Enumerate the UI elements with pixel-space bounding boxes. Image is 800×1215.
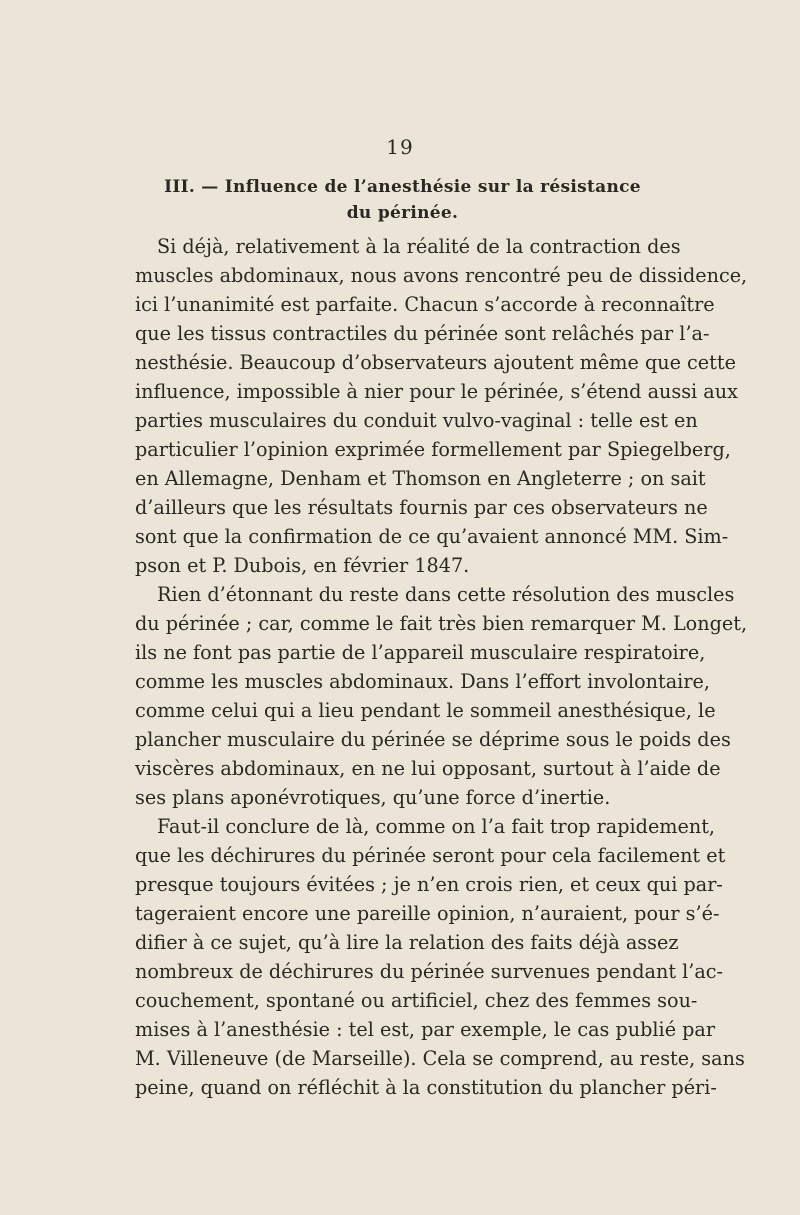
body-text <box>135 232 748 1102</box>
section-heading-line-2: du périnée. <box>346 203 459 223</box>
text-line: ses plans aponévrotiques, qu’une force d’inertie. <box>135 786 611 809</box>
text-line: Rien d’étonnant du reste dans cette résolution des muscles <box>157 583 735 606</box>
text-line: plancher musculaire du périnée se déprime sous le poids des <box>135 728 731 751</box>
text-line: Faut-il conclure de là, comme on l’a fait trop rapidement, <box>157 815 716 838</box>
text-line: d’ailleurs que les résultats fournis par ces observateurs ne <box>135 496 708 519</box>
text-line: sont que la confirmation de ce qu’avaient annoncé MM. Sim- <box>135 525 729 548</box>
text-line: en Allemagne, Denham et Thomson en Angleterre ; on sait <box>135 467 706 490</box>
text-line: Si déjà, relativement à la réalité de la contraction des <box>157 235 681 258</box>
text-line: peine, quand on réfléchit à la constitution du plancher péri- <box>135 1076 717 1099</box>
text-line: ils ne font pas partie de l’appareil musculaire respiratoire, <box>135 641 706 664</box>
text-line: influence, impossible à nier pour le périnée, s’étend aussi aux <box>135 380 738 403</box>
text-line: presque toujours évitées ; je n’en crois rien, et ceux qui par- <box>135 873 723 896</box>
text-line: particulier l’opinion exprimée formellement par Spiegelberg, <box>135 438 731 461</box>
text-line: ici l’unanimité est parfaite. Chacun s’accorde à reconnaître <box>135 293 715 316</box>
text-line: muscles abdominaux, nous avons rencontré peu de dissidence, <box>135 264 748 287</box>
text-line: nombreux de déchirures du périnée survenues pendant l’ac- <box>135 960 724 983</box>
text-line: mises à l’anesthésie : tel est, par exemple, le cas publié par <box>135 1018 716 1041</box>
text-line: que les déchirures du périnée seront pour cela facilement et <box>135 844 726 867</box>
section-heading <box>130 174 675 226</box>
text-line: parties musculaires du conduit vulvo-vaginal : telle est en <box>135 409 698 432</box>
section-heading-line-1: III. — Influence de l’anesthésie sur la résistance <box>164 177 641 197</box>
text-line: viscères abdominaux, en ne lui opposant, surtout à l’aide de <box>135 757 721 780</box>
text-line: du périnée ; car, comme le fait très bien remarquer M. Longet, <box>135 612 748 635</box>
text-line: nesthésie. Beaucoup d’observateurs ajoutent même que cette <box>135 351 736 374</box>
text-line: pson et P. Dubois, en février 1847. <box>135 554 470 577</box>
text-line: M. Villeneuve (de Marseille). Cela se comprend, au reste, sans <box>135 1047 745 1070</box>
text-line: couchement, spontané ou artificiel, chez des femmes sou- <box>135 989 698 1012</box>
text-line: tageraient encore une pareille opinion, n’auraient, pour s’é- <box>135 902 720 925</box>
text-line: comme celui qui a lieu pendant le sommeil anesthésique, le <box>135 699 716 722</box>
text-line: comme les muscles abdominaux. Dans l’effort involontaire, <box>135 670 710 693</box>
text-line: que les tissus contractiles du périnée sont relâchés par l’a- <box>135 322 710 345</box>
page-number: 19 <box>386 135 414 159</box>
text-line: difier à ce sujet, qu’à lire la relation des faits déjà assez <box>135 931 679 954</box>
